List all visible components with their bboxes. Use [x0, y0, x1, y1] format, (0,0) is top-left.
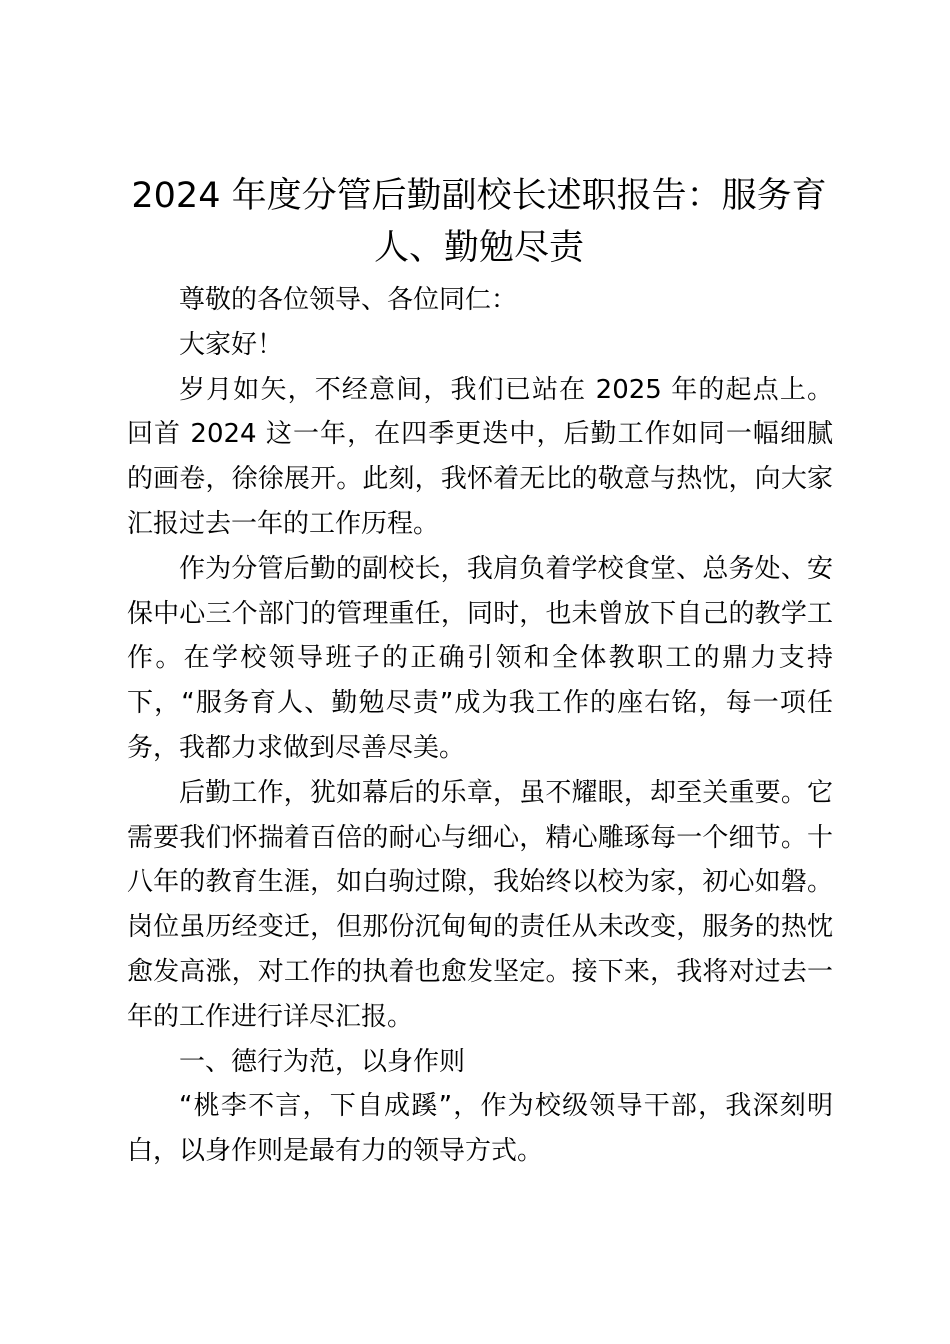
body-paragraph: “桃李不言，下自成蹊”，作为校级领导干部，我深刻明白，以身作则是最有力的领导方式。 — [127, 1091, 833, 1167]
salutation-paragraph: 尊敬的各位领导、各位同仁： — [179, 285, 518, 315]
document-body — [127, 278, 833, 1174]
body-paragraph: 岁月如矢，不经意间，我们已站在 2025 年的起点上。回首 2024 这一年，在四季更迭中，后勤工作如同一幅细腻的画卷，徐徐展开。此刻，我怀着无比的敬意与热忱，向大家汇报过去一年的工作历程。 — [127, 374, 833, 539]
body-paragraph: 后勤工作，犹如幕后的乐章，虽不耀眼，却至关重要。它需要我们怀揣着百倍的耐心与细心，精心雕琢每一个细节。十八年的教育生涯，如白驹过隙，我始终以校为家，初心如磐。岗位虽历经变迁，但那份沉甸甸的责任从未改变，服务的热忱愈发高涨，对工作的执着也愈发坚定。接下来，我将对过去一年的工作进行详尽汇报。 — [127, 777, 833, 1032]
greeting-paragraph: 大家好！ — [179, 329, 284, 360]
section-heading: 一、德行为范，以身作则 — [179, 1046, 466, 1077]
body-paragraph: 作为分管后勤的副校长，我肩负着学校食堂、总务处、安保中心三个部门的管理重任，同时，也未曾放下自己的教学工作。在学校领导班子的正确引领和全体教职工的鼎力支持下，“服务育人、勤勉尽责”成为我工作的座右铭，每一项任务，我都力求做到尽善尽美。 — [127, 553, 833, 763]
document-title: 2024 年度分管后勤副校长述职报告：服务育人、勤勉尽责 — [131, 176, 827, 268]
